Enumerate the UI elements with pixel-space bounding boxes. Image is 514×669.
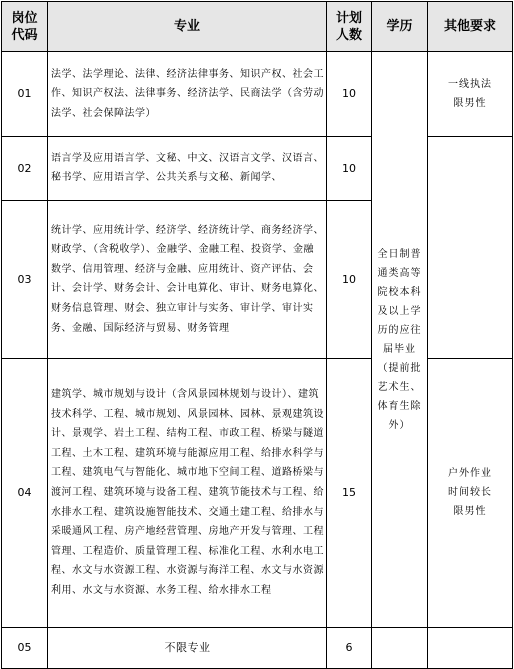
post-code-cell: 05 [2, 627, 48, 668]
table-row [2, 627, 513, 668]
recruitment-table [1, 1, 513, 669]
table-row [2, 136, 513, 201]
count-cell: 10 [327, 201, 372, 358]
header-other: 其他要求 [428, 2, 513, 52]
major-cell: 语言学及应用语言学、文秘、中文、汉语言文学、汉语言、秘书学、应用语言学、公共关系与文秘、新闻学、 [48, 136, 327, 201]
header-major: 专业 [48, 2, 327, 52]
post-code-cell: 04 [2, 358, 48, 627]
major-cell: 统计学、应用统计学、经济学、经济统计学、商务经济学、财政学、（含税收学）、金融学、金融工程、投资学、金融数学、信用管理、经济与金融、应用统计、资产评估、会计、会计学、财务会计、会计电算化、审计、财务电算化、财务信息管理、财会、独立审计与实务、审计学、审计实务、金融、国际经济与贸易、财务管理 [48, 201, 327, 358]
count-cell: 6 [327, 627, 372, 668]
major-cell: 法学、法学理论、法律、经济法律事务、知识产权、社会工作、知识产权法、法律事务、经济法学、民商法学（含劳动法学、社会保障法学） [48, 52, 327, 136]
post-code-cell: 03 [2, 201, 48, 358]
table-row [2, 52, 513, 136]
other-requirement-cell [428, 627, 513, 668]
header-count: 计划 人数 [327, 2, 372, 52]
count-cell: 10 [327, 136, 372, 201]
other-requirement-cell [428, 136, 513, 358]
other-requirement-cell: 一线执法 限男性 [428, 52, 513, 136]
post-code-cell: 02 [2, 136, 48, 201]
post-code-cell: 01 [2, 52, 48, 136]
table-row [2, 358, 513, 627]
education-cell [372, 627, 428, 668]
other-requirement-cell: 户外作业 时间较长 限男性 [428, 358, 513, 627]
education-cell: 全日制普通类高等院校本科及以上学历的应往届毕业（提前批艺术生、体育生除外） [372, 52, 428, 628]
major-cell: 建筑学、城市规划与设计（含风景园林规划与设计）、建筑技术科学、工程、城市规划、风景园林、园林、景观建筑设计、景观学、岩土工程、结构工程、市政工程、桥梁与隧道工程、土木工程、建筑环境与能源应用工程、给排水科学与工程、建筑电气与智能化、城市地下空间工程、道路桥梁与渡河工程、建筑环境与设备工程、建筑节能技术与工程、给水排水工程、建筑设施智能技术、交通土建工程、给排水与采暖通风工程、房产地经营管理、房地产开发与管理、工程管理、工程造价、质量管理工程、标准化工程、水利水电工程、水文与水资源工程、水资源与海洋工程、水文与水资源利用、水文与水资源、水务工程、给水排水工程 [48, 358, 327, 627]
header-education: 学历 [372, 2, 428, 52]
count-cell: 15 [327, 358, 372, 627]
major-cell: 不限专业 [48, 627, 327, 668]
header-post-code: 岗位 代码 [2, 2, 48, 52]
header-row [2, 2, 513, 52]
count-cell: 10 [327, 52, 372, 136]
